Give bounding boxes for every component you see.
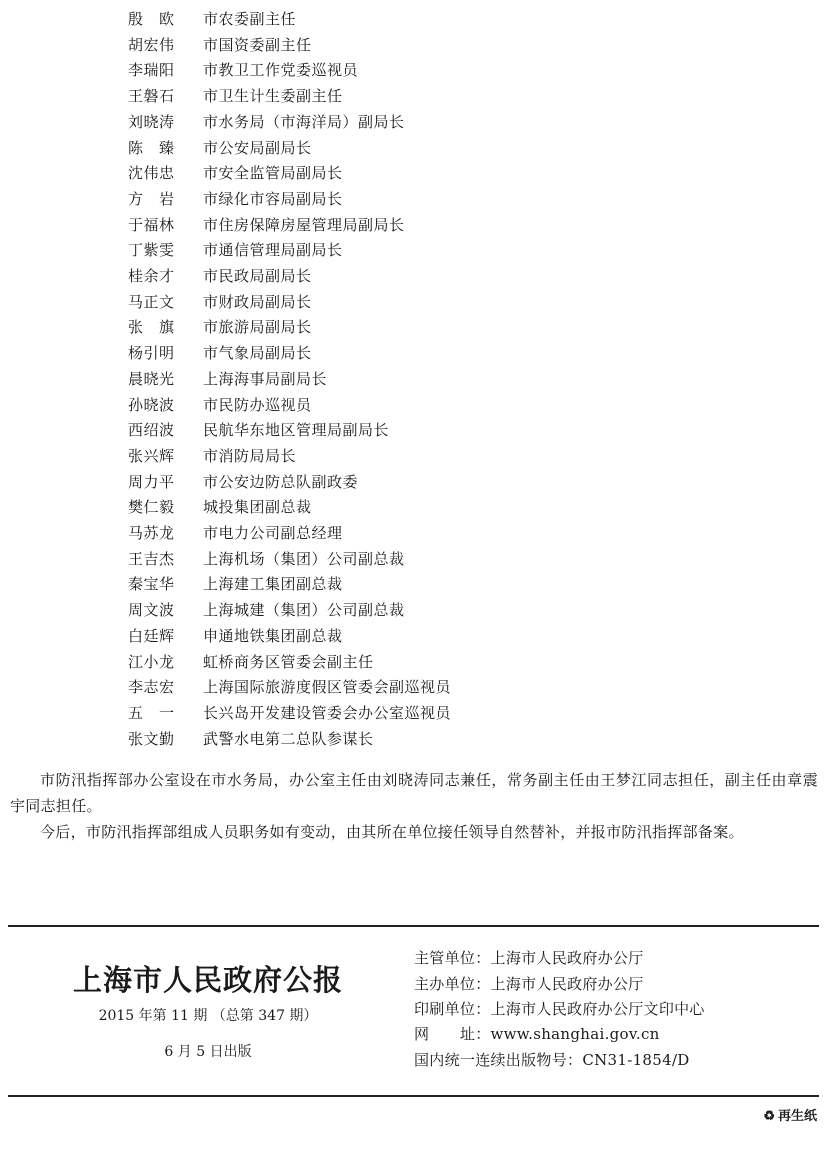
member-name: 陈 臻 bbox=[128, 138, 175, 157]
member-name: 秦宝华 bbox=[128, 575, 175, 594]
member-name: 张文勤 bbox=[128, 729, 175, 748]
member-name: 马正文 bbox=[128, 292, 175, 311]
member-name: 五 一 bbox=[128, 703, 175, 722]
member-name: 樊仁毅 bbox=[128, 498, 175, 517]
recycled-paper-mark bbox=[763, 1105, 817, 1124]
paragraph-office: 市防汛指挥部办公室设在市水务局，办公室主任由刘晓涛同志兼任，常务副主任由王梦江同志担任，副主任由章震宇同志担任。 bbox=[10, 771, 818, 815]
info-label: 网 址： bbox=[414, 1025, 491, 1043]
member-title: 市农委副主任 bbox=[203, 10, 297, 28]
member-name: 殷 欧 bbox=[128, 10, 175, 28]
member-name: 张兴辉 bbox=[128, 446, 175, 465]
member-title: 武警水电第二总队参谋长 bbox=[203, 729, 374, 748]
member-title: 城投集团副总裁 bbox=[203, 498, 312, 517]
member-name: 张 旗 bbox=[128, 318, 175, 337]
member-title: 市公安局副局长 bbox=[203, 138, 312, 157]
member-title: 市通信管理局副局长 bbox=[203, 241, 343, 260]
member-title: 上海国际旅游度假区管委会副巡视员 bbox=[203, 678, 452, 697]
member-name: 西绍波 bbox=[128, 421, 175, 440]
member-name: 刘晓涛 bbox=[128, 112, 175, 131]
member-title: 申通地铁集团副总裁 bbox=[203, 626, 343, 645]
info-value: 上海市人民政府办公厅文印中心 bbox=[490, 1000, 705, 1018]
journal-title: 上海市人民政府公报 bbox=[72, 963, 343, 997]
member-name: 王吉杰 bbox=[128, 549, 175, 568]
issue-line: 2015 年第 11 期 （总第 347 期） bbox=[98, 1008, 318, 1024]
member-title: 市财政局副局长 bbox=[203, 292, 312, 311]
member-name: 周力平 bbox=[128, 472, 175, 491]
member-title: 市卫生计生委副主任 bbox=[203, 87, 343, 106]
member-name: 沈伟忠 bbox=[128, 164, 175, 183]
member-name: 杨引明 bbox=[128, 344, 175, 363]
member-title: 上海城建（集团）公司副总裁 bbox=[203, 601, 405, 620]
info-value: www.shanghai.gov.cn bbox=[490, 1025, 660, 1043]
info-serial-number bbox=[414, 1049, 690, 1070]
member-title: 市民政局副局长 bbox=[203, 267, 312, 285]
member-name: 晨晓光 bbox=[128, 369, 175, 388]
member-title: 市国资委副主任 bbox=[203, 35, 312, 54]
member-title: 市消防局局长 bbox=[203, 446, 297, 465]
member-title: 市绿化市容局副局长 bbox=[203, 189, 343, 208]
info-supervisor bbox=[414, 947, 644, 968]
member-name: 李瑞阳 bbox=[128, 61, 175, 80]
member-title: 市教卫工作党委巡视员 bbox=[203, 61, 359, 80]
member-title: 市住房保障房屋管理局副局长 bbox=[203, 215, 405, 234]
member-title: 市旅游局副局长 bbox=[203, 318, 312, 337]
info-label: 主管单位： bbox=[414, 949, 491, 967]
member-name: 丁紫雯 bbox=[128, 241, 175, 260]
member-title: 市水务局（市海洋局）副局长 bbox=[203, 112, 405, 131]
info-label: 印刷单位： bbox=[414, 1000, 491, 1018]
footer-bottom-rule bbox=[8, 1095, 819, 1097]
info-value: CN31-1854/D bbox=[582, 1051, 690, 1069]
member-title: 市安全监管局副局长 bbox=[203, 164, 343, 183]
member-name: 李志宏 bbox=[128, 678, 175, 697]
member-name: 白廷辉 bbox=[128, 626, 175, 645]
member-title: 市电力公司副总经理 bbox=[203, 524, 343, 542]
member-title: 上海建工集团副总裁 bbox=[203, 575, 343, 594]
member-name: 于福林 bbox=[128, 215, 175, 234]
paragraph-replacement: 今后，市防汛指挥部组成人员职务如有变动，由其所在单位接任领导自然替补，并报市防汛指挥部备案。 bbox=[40, 823, 744, 841]
info-label: 主办单位： bbox=[414, 975, 491, 993]
footer-top-rule bbox=[8, 925, 819, 927]
member-title: 上海机场（集团）公司副总裁 bbox=[203, 549, 405, 568]
publication-date: 6 月 5 日出版 bbox=[164, 1044, 252, 1060]
info-label: 国内统一连续出版物号： bbox=[414, 1051, 583, 1069]
info-value: 上海市人民政府办公厅 bbox=[490, 949, 644, 967]
info-value: 上海市人民政府办公厅 bbox=[490, 975, 644, 993]
recycle-icon: ♻ bbox=[763, 1109, 775, 1124]
member-title: 长兴岛开发建设管委会办公室巡视员 bbox=[203, 703, 452, 722]
member-name: 桂余才 bbox=[128, 267, 175, 285]
recycled-label: 再生纸 bbox=[777, 1109, 817, 1124]
member-name: 方 岩 bbox=[128, 189, 175, 208]
member-title: 市气象局副局长 bbox=[203, 344, 312, 363]
member-title: 虹桥商务区管委会副主任 bbox=[203, 652, 374, 671]
member-name: 江小龙 bbox=[128, 652, 175, 671]
info-website bbox=[414, 1023, 660, 1044]
member-title: 民航华东地区管理局副局长 bbox=[203, 421, 390, 440]
member-title: 市民防办巡视员 bbox=[203, 395, 312, 414]
member-title: 上海海事局副局长 bbox=[203, 369, 328, 388]
info-printer bbox=[414, 998, 705, 1019]
member-name: 胡宏伟 bbox=[128, 35, 175, 54]
member-name: 周文波 bbox=[128, 601, 175, 620]
member-name: 马苏龙 bbox=[128, 524, 175, 542]
member-name: 孙晓波 bbox=[128, 395, 175, 414]
member-name: 王磐石 bbox=[128, 87, 175, 106]
member-title: 市公安边防总队副政委 bbox=[203, 472, 359, 491]
info-sponsor bbox=[414, 973, 644, 994]
